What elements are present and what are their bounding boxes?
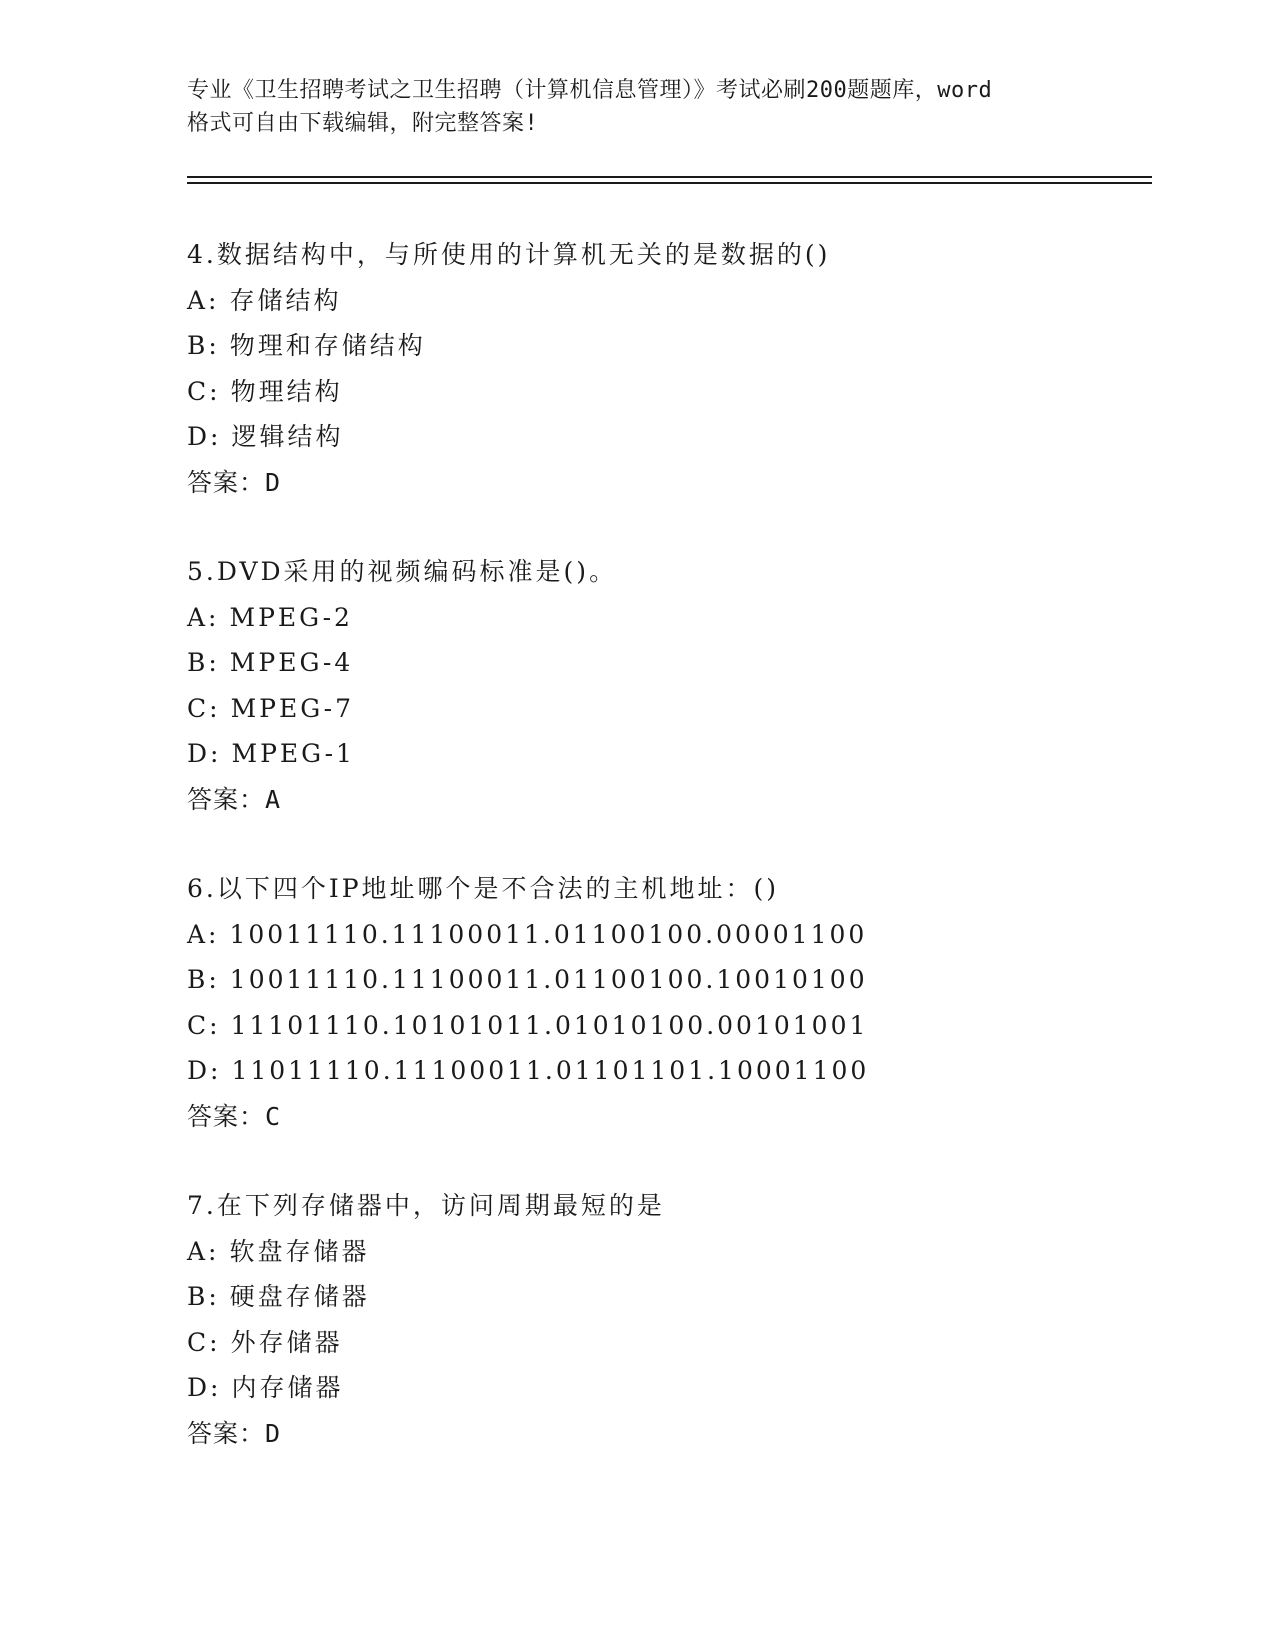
option-text: MPEG-2 xyxy=(229,602,353,632)
option-d xyxy=(187,731,1147,777)
option-letter: A: xyxy=(187,602,220,632)
option-text: 硬盘存储器 xyxy=(229,1282,370,1312)
option-b xyxy=(187,640,1147,686)
option-b xyxy=(187,323,1147,369)
option-letter: B: xyxy=(187,965,220,995)
answer-line: 答案：A xyxy=(187,784,282,814)
option-c xyxy=(187,1320,1147,1366)
option-letter: B: xyxy=(187,648,220,678)
question-stem: 5.DVD采用的视频编码标准是()。 xyxy=(187,557,618,586)
document-header xyxy=(187,74,1087,140)
option-a xyxy=(187,912,1147,958)
option-text: 11011110.11100011.01101101.10001100 xyxy=(231,1056,870,1086)
question-stem: 4.数据结构中，与所使用的计算机无关的是数据的() xyxy=(187,240,831,269)
option-a xyxy=(187,278,1147,324)
option-letter: C: xyxy=(187,1327,221,1357)
option-c xyxy=(187,369,1147,415)
option-text: MPEG-1 xyxy=(231,739,355,769)
option-text: 软盘存储器 xyxy=(229,1236,370,1266)
header-line-2: 格式可自由下载编辑，附完整答案! xyxy=(187,111,539,136)
answer-line: 答案：C xyxy=(187,1101,282,1131)
option-text: 逻辑结构 xyxy=(231,422,344,452)
option-letter: B: xyxy=(187,1282,220,1312)
option-text: 物理结构 xyxy=(230,376,343,406)
question-item xyxy=(187,232,1147,506)
option-b xyxy=(187,957,1147,1003)
option-letter: B: xyxy=(187,331,220,361)
option-text: 10011110.11100011.01100100.10010100 xyxy=(229,965,868,995)
question-item xyxy=(187,549,1147,823)
option-text: 物理和存储结构 xyxy=(229,331,426,361)
option-a xyxy=(187,595,1147,641)
option-text: 外存储器 xyxy=(230,1327,343,1357)
option-letter: C: xyxy=(187,376,221,406)
question-item xyxy=(187,866,1147,1140)
option-letter: A: xyxy=(187,919,220,949)
option-text: 存储结构 xyxy=(229,285,342,315)
option-b xyxy=(187,1274,1147,1320)
option-text: 内存储器 xyxy=(231,1373,344,1403)
option-text: MPEG-7 xyxy=(230,693,355,723)
answer-line: 答案：D xyxy=(187,467,282,497)
option-text: 10011110.11100011.01100100.00001100 xyxy=(229,919,868,949)
option-text: 11101110.10101011.01010100.00101001 xyxy=(230,1010,869,1040)
answer-line: 答案：D xyxy=(187,1418,282,1448)
option-text: MPEG-4 xyxy=(229,648,354,678)
option-c xyxy=(187,686,1147,732)
header-divider-top xyxy=(187,176,1152,178)
option-letter: D: xyxy=(187,1373,222,1403)
header-line-1: 专业《卫生招聘考试之卫生招聘（计算机信息管理）》考试必刷200题题库，word xyxy=(187,78,993,103)
option-a xyxy=(187,1229,1147,1275)
option-letter: C: xyxy=(187,693,221,723)
option-letter: D: xyxy=(187,1056,222,1086)
option-letter: D: xyxy=(187,739,222,769)
question-item xyxy=(187,1183,1147,1457)
option-c xyxy=(187,1003,1147,1049)
option-d xyxy=(187,414,1147,460)
option-d xyxy=(187,1365,1147,1411)
question-stem: 7.在下列存储器中，访问周期最短的是 xyxy=(187,1191,665,1220)
header-divider-bottom xyxy=(187,182,1152,184)
question-stem: 6.以下四个IP地址哪个是不合法的主机地址：() xyxy=(187,874,780,903)
option-letter: A: xyxy=(187,285,220,315)
option-letter: D: xyxy=(187,422,222,452)
option-d xyxy=(187,1048,1147,1094)
option-letter: A: xyxy=(187,1236,220,1266)
option-letter: C: xyxy=(187,1010,221,1040)
